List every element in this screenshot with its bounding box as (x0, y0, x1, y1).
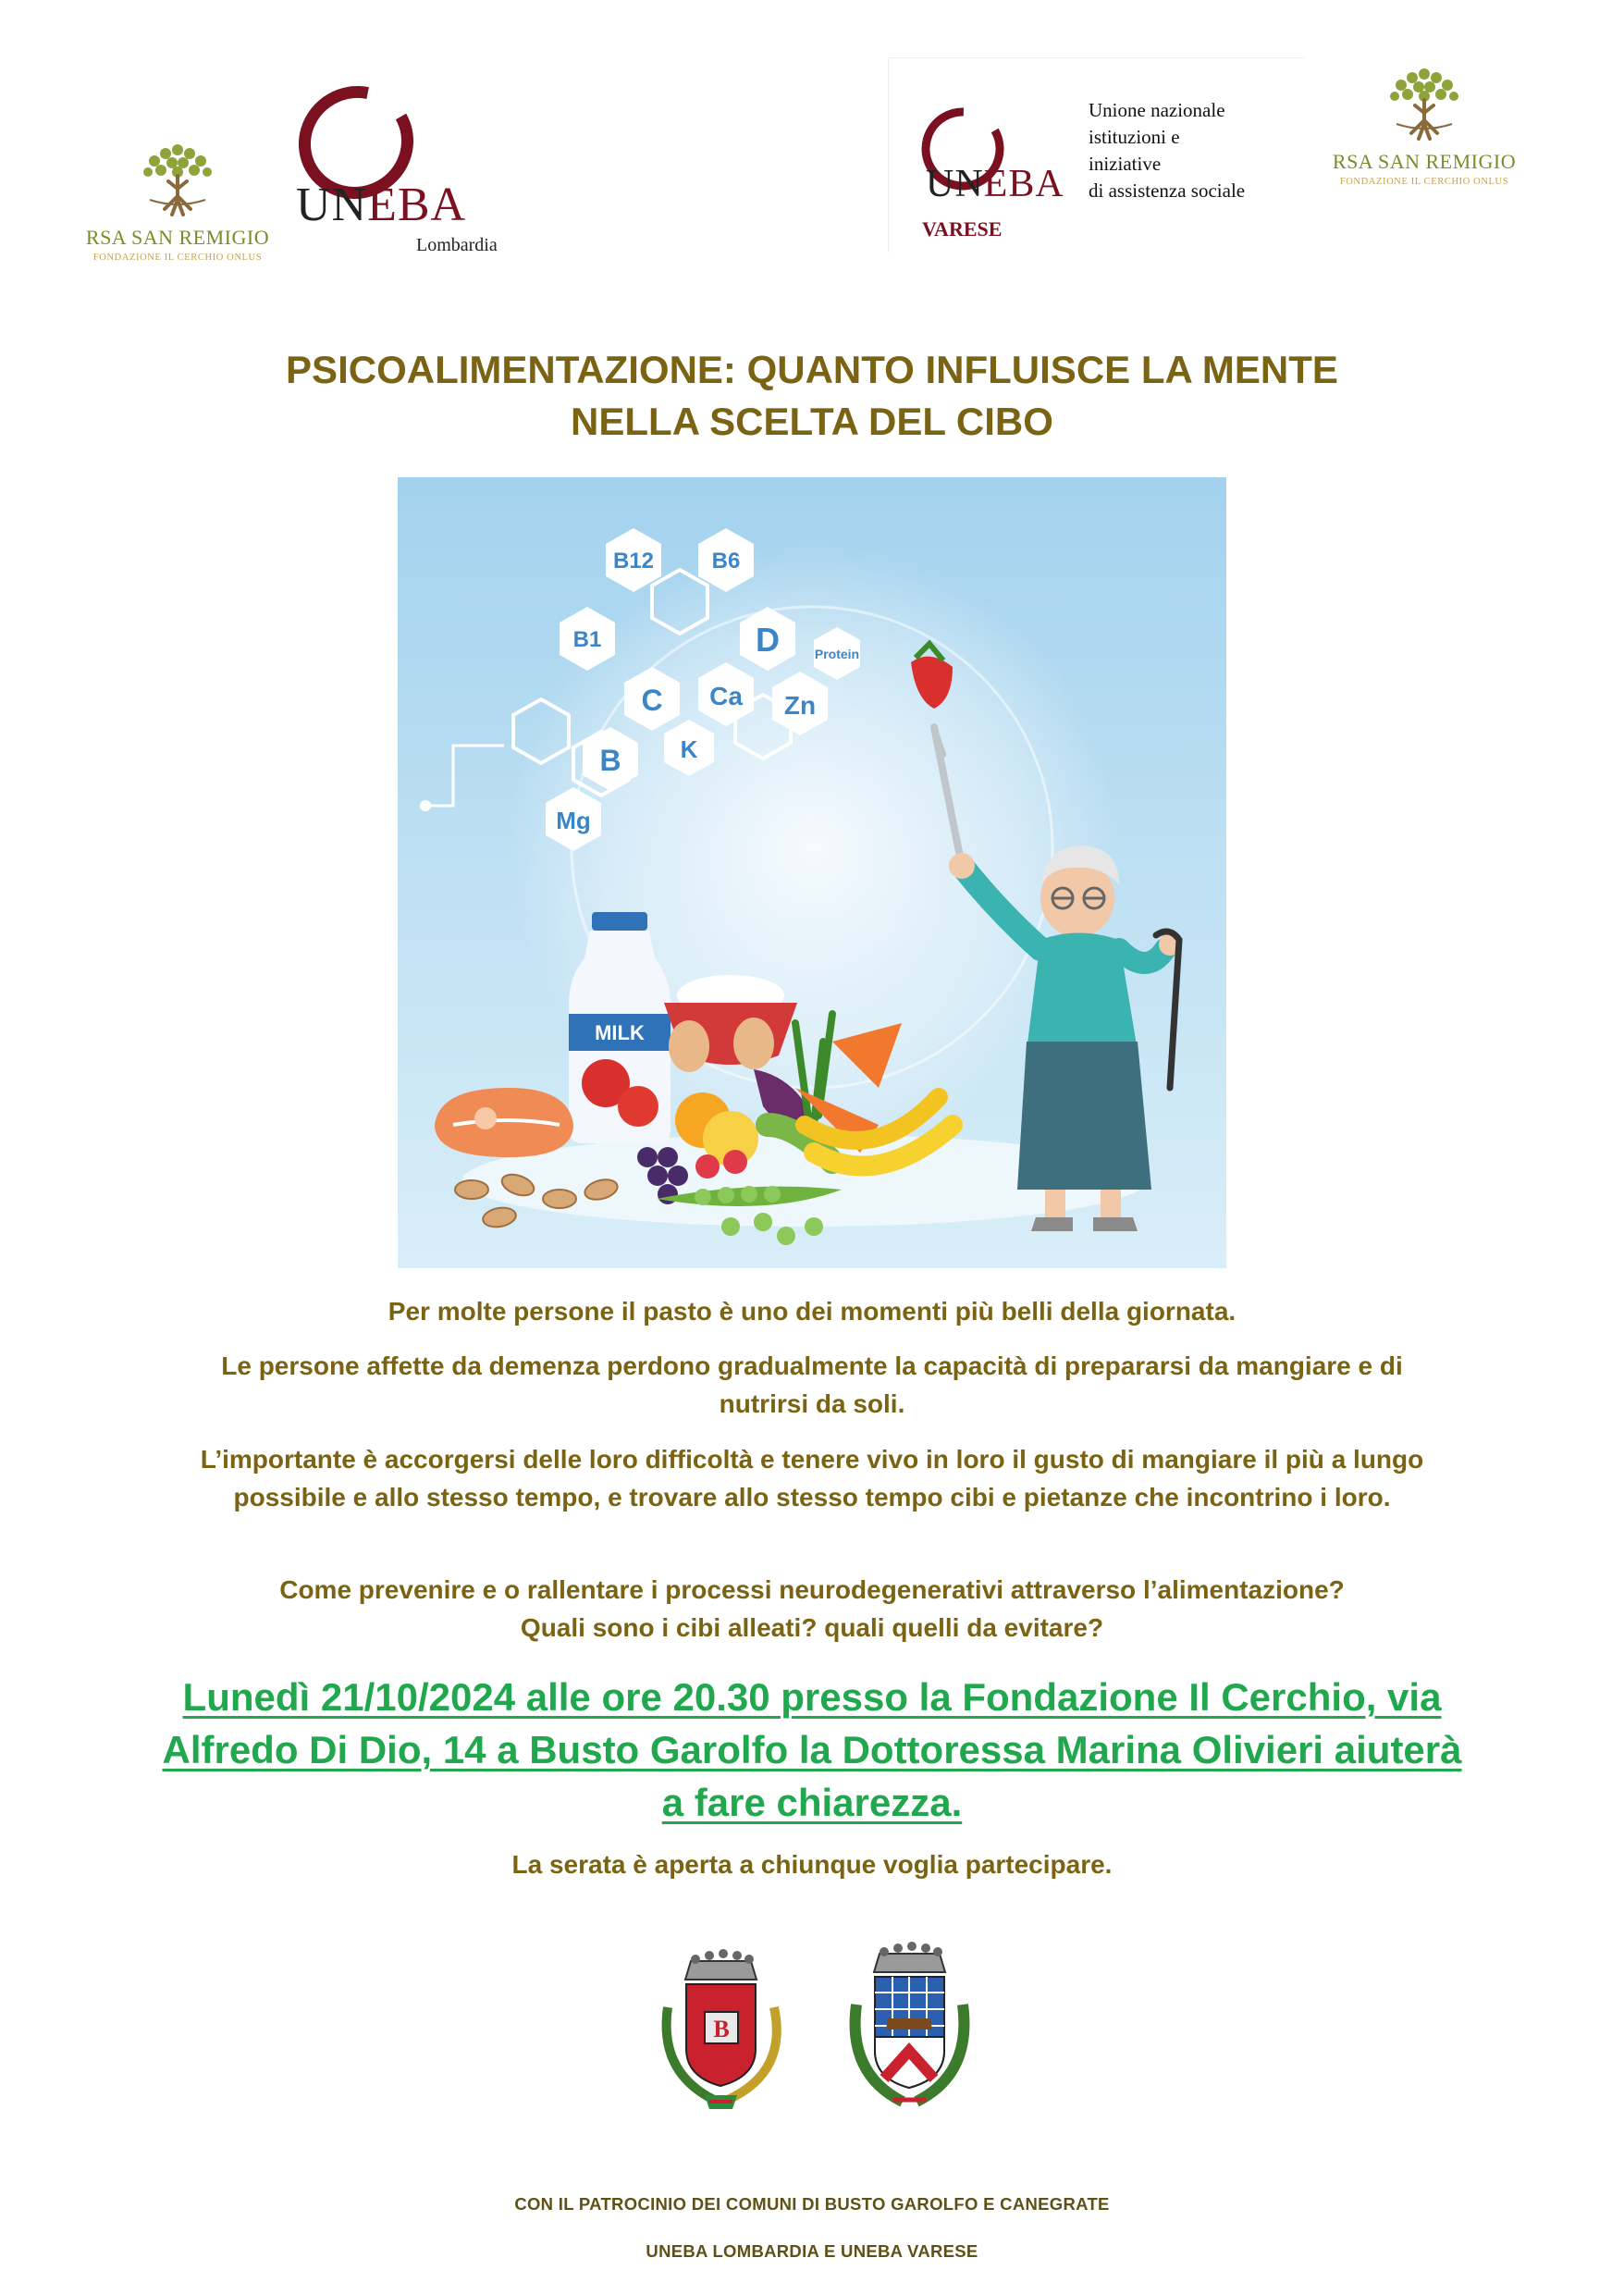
title-line: PSICOALIMENTAZIONE: QUANTO INFLUISCE LA MENTE (286, 348, 1338, 391)
uneba-lombardia-logo (287, 85, 536, 261)
uneba-un-text: UN (296, 179, 368, 231)
description-line: istituzioni e (1089, 126, 1180, 148)
rsa-subtitle: FONDAZIONE IL CERCHIO ONLUS (1339, 177, 1509, 187)
milk-label: MILK (595, 1021, 645, 1044)
uneba-region: Lombardia (416, 235, 498, 255)
nutrient-label: K (680, 735, 698, 763)
uneba-un-text: UN (926, 163, 984, 205)
event-text: Lunedì 21/10/2024 alle ore 20.30 presso la Fondazione Il Cerchio, via Alfredo Di Dio, 14 a Busto Garolfo la Dottoressa Marina Olivieri aiuterà a fare chiarezza. (162, 1675, 1462, 1824)
paragraph-4-line: Quali sono i cibi alleati? quali quelli da evitare? (520, 1613, 1104, 1642)
nutrient-label: D (756, 621, 780, 659)
paragraph-4 (139, 1571, 1485, 1647)
rsa-name: RSA SAN REMIGIO (1332, 150, 1517, 173)
tree-icon (131, 130, 224, 222)
nutrient-label: B6 (711, 549, 741, 574)
page-title (111, 344, 1513, 448)
description-line: di assistenza sociale (1089, 179, 1246, 202)
paragraph-4-line: Come prevenire e o rallentare i processi neurodegenerativi attraverso l’alimentazione? (279, 1575, 1345, 1604)
paragraph-3: L’importante è accorgersi delle loro difficoltà e tenere vivo in loro il gusto di mangiare il più a lungo possibile e allo stesso tempo, e trovare allo stesso tempo cibi e pietanze che incontrino i loro. (200, 1445, 1424, 1511)
nutrient-label: B12 (612, 549, 655, 574)
nutrition-illustration (398, 477, 1226, 1268)
nutrient-label: B (599, 744, 621, 777)
nutrient-label: Protein (814, 647, 860, 661)
event-announcement (157, 1671, 1467, 1829)
title-line: NELLA SCELTA DEL CIBO (571, 400, 1053, 443)
rsa-name: RSA SAN REMIGIO (85, 226, 270, 249)
coat-of-arms-busto-garolfo (640, 1943, 802, 2118)
uneba-eba-text: EBA (367, 179, 467, 231)
nutrient-label: Zn (783, 691, 817, 720)
rsa-subtitle: FONDAZIONE IL CERCHIO ONLUS (92, 253, 263, 263)
paragraph-2: Le persone affette da demenza perdono gradualmente la capacità di prepararsi da mangiare e di nutrirsi da soli. (221, 1351, 1403, 1418)
nutrient-label: Ca (709, 682, 743, 710)
rsa-san-remigio-logo-left (85, 130, 270, 268)
open-note: La serata è aperta a chiunque voglia partecipare. (511, 1850, 1113, 1879)
uneba-eba-text: EBA (983, 163, 1064, 205)
nutrient-label: C (641, 684, 663, 717)
description-line: Unione nazionale (1089, 99, 1225, 121)
nutrient-label: B1 (572, 627, 602, 652)
uneba-description (1089, 97, 1245, 204)
tree-icon (1378, 54, 1470, 146)
coat-of-arms-canegrate (829, 1935, 990, 2120)
footer-organizers: UNEBA LOMBARDIA E UNEBA VARESE (646, 2241, 978, 2261)
footer-patronage: CON IL PATROCINIO DEI COMUNI DI BUSTO GAROLFO E CANEGRATE (514, 2194, 1110, 2214)
description-line: iniziative (1089, 153, 1162, 175)
paragraph-1: Per molte persone il pasto è uno dei momenti più belli della giornata. (388, 1297, 1236, 1326)
nutrient-label: Mg (556, 807, 591, 834)
rsa-san-remigio-logo-right (1332, 54, 1517, 192)
uneba-varese-logo (888, 57, 1305, 253)
uneba-varese-region: VARESE (922, 217, 1003, 241)
svg-text:B: B (713, 2016, 730, 2042)
